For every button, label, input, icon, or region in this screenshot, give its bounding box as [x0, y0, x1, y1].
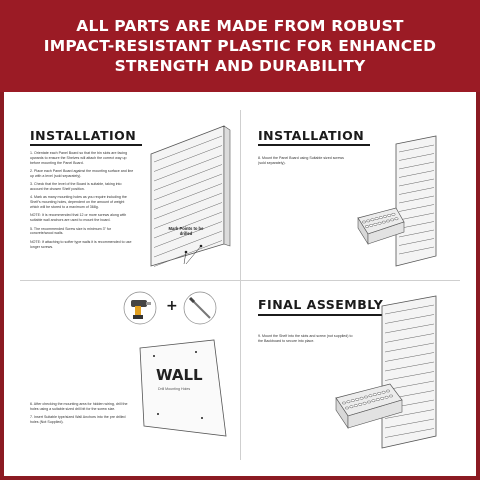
drill-steps — [30, 402, 134, 428]
shelf-hole — [374, 223, 378, 225]
installation-right-steps — [258, 156, 352, 169]
step-9: 9. Mount the Shelf into the slots and screw (not supplied) to the Backboard to secure into place. — [258, 334, 353, 343]
screw-icon — [184, 292, 216, 324]
wall-label: WALL — [156, 366, 203, 384]
shelf-hole — [378, 222, 382, 224]
header-banner — [0, 0, 480, 92]
shelf-hole — [386, 390, 390, 392]
shelf-hole — [369, 224, 373, 226]
banner-line-2: IMPACT-RESISTANT PLASTIC FOR ENHANCED — [43, 37, 437, 55]
shelf-hole — [365, 225, 369, 227]
shelf-hole — [386, 220, 390, 222]
shelf-hole — [372, 400, 376, 402]
shelf-hole — [382, 391, 386, 393]
shelf-hole — [390, 219, 394, 221]
shelf-hole — [347, 401, 351, 403]
installation-left-rule — [30, 144, 142, 146]
shelf-hole — [369, 395, 373, 397]
installation-left-title: INSTALLATION — [30, 128, 137, 143]
mark-points-callout: Mark Points to be drilled — [168, 226, 204, 236]
shelf-hole — [376, 399, 380, 401]
final-assembly-title: FINAL ASSEMBLY — [258, 297, 384, 312]
shelf-hole — [358, 403, 362, 405]
shelf-hole — [382, 221, 386, 223]
note-2: NOTE: If attaching to softer type walls it is recommended to use longer screws. — [30, 239, 132, 249]
step-2: 2. Place each Panel Board against the mounting surface and line up with a level (sold separately). — [30, 168, 134, 178]
drill-icon — [124, 292, 156, 324]
shelf-hole — [380, 397, 384, 399]
shelf-hole — [362, 221, 366, 223]
shelf-hole — [389, 395, 393, 397]
shelf-hole — [345, 407, 349, 409]
shelf-hole — [385, 396, 389, 398]
shelf-hole — [392, 213, 396, 215]
step-7: 7. Insert Suitable type/sized Wall Anchors into the pre drilled holes (Not Supplied). — [30, 415, 126, 424]
shelf-hole — [367, 401, 371, 403]
shelf-hole — [375, 218, 379, 220]
installation-left-steps — [30, 151, 134, 253]
wall-sub-label: Drill Mounting Holes — [158, 387, 191, 391]
mounted-board-illustration — [356, 136, 440, 272]
horizontal-divider — [20, 280, 460, 281]
wall-illustration — [138, 340, 230, 440]
installation-right-title: INSTALLATION — [258, 128, 365, 143]
step-4: 4. Mark as many mounting holes as you require including the Shelf's mounting holes, dependent on the amount of weight which will be stored to a maximum of 368g. — [30, 195, 127, 209]
shelf-hole — [354, 405, 358, 407]
step-5: 5. The recommended Screw size is minimum 3" for concrete/wood walls. — [30, 226, 112, 236]
banner-line-3: STRENGTH AND DURABILITY — [114, 57, 366, 75]
shelf-hole — [366, 220, 370, 222]
shelf-hole — [395, 218, 399, 220]
shelf-hole — [351, 400, 355, 402]
shelf-hole — [342, 402, 346, 404]
shelf-hole — [350, 406, 354, 408]
note-1: NOTE: It is recommended that 12 or more screws along with suitable wall anchors are used to mount the board. — [30, 213, 127, 223]
shelf-hole — [373, 394, 377, 396]
banner-line-1: ALL PARTS ARE MADE FROM ROBUST — [76, 17, 404, 35]
vertical-divider — [240, 110, 241, 460]
shelf-hole — [371, 219, 375, 221]
step-3: 3. Check that the level of the Board is suitable, taking into account the chosen Shelf position. — [30, 182, 122, 191]
step-6: 6. After checking the mounting area for hidden wiring, drill the holes using a suitable sized drill bit for the screw size. — [30, 402, 128, 411]
shelf-hole — [377, 392, 381, 394]
plus-sign: + — [166, 298, 179, 314]
installation-right-rule — [258, 144, 370, 146]
shelf-hole — [360, 397, 364, 399]
shelf-hole — [383, 215, 387, 217]
shelf-hole — [364, 396, 368, 398]
shelf-hole — [387, 214, 391, 216]
final-assembly-illustration — [332, 296, 444, 456]
shelf-hole — [355, 398, 359, 400]
shelf-hole — [363, 402, 367, 404]
shelf-hole — [379, 217, 383, 219]
step-1: 1. Orientate each Panel Board so that the bin slots are facing upwards to ensure the Shelves will attach the correct way up before mounting the Panel Board. — [30, 151, 128, 165]
step-8: 8. Mount the Panel Board using Suitable sized screws (sold separately). — [258, 156, 344, 165]
panel-board-illustration — [146, 124, 236, 274]
